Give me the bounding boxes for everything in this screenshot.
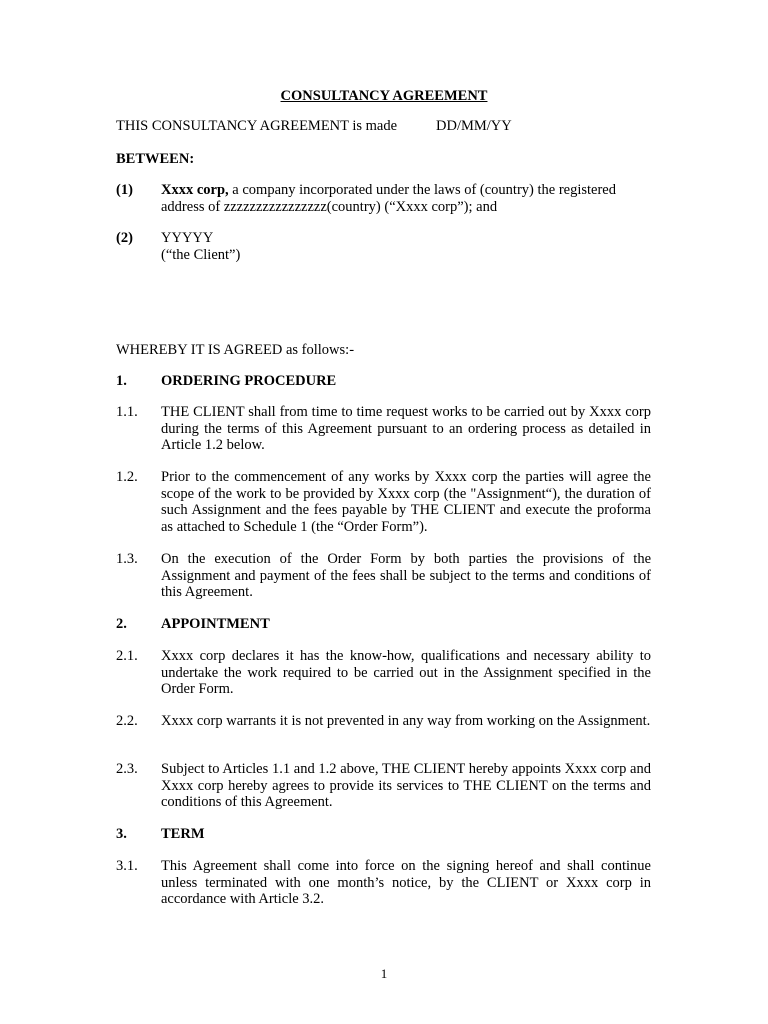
clause-text: This Agreement shall come into force on the signing hereof and shall continue unless terminated with one month’s notice, by the CLIENT or Xxxx corp in accordance with Article 3.2. [161, 858, 651, 908]
party-name: YYYYY [161, 230, 214, 246]
document-title: CONSULTANCY AGREEMENT [280, 88, 488, 104]
whereby-text: WHEREBY IT IS AGREED as follows:- [116, 342, 355, 358]
clause-text: Xxxx corp declares it has the know-how, qualifications and necessary ability to undertake the work required to be carried out in the Assignment specified in the Order Form. [161, 648, 651, 698]
party-number: (2) [116, 230, 133, 246]
intro-text: THIS CONSULTANCY AGREEMENT is made [116, 118, 398, 134]
party-name: Xxxx corp, [161, 182, 229, 198]
clause-number: 1.3. [116, 551, 138, 567]
section-number: 3. [116, 826, 127, 842]
clause-text: Prior to the commencement of any works by Xxxx corp the parties will agree the scope of the work to be provided by Xxxx corp (the "Assignment“), the duration of such Assignment and the fees payable by THE CLIENT and execute the proforma as attached to Schedule 1 (the “Order Form”). [161, 469, 651, 536]
page-number: 1 [380, 966, 388, 981]
clause-number: 2.1. [116, 648, 138, 664]
party-1-line [161, 182, 651, 199]
clause-number: 1.2. [116, 469, 138, 485]
between-label: BETWEEN: [116, 151, 195, 167]
party-alias: (“the Client”) [161, 247, 241, 263]
party-number: (1) [116, 182, 133, 198]
clause-text: On the execution of the Order Form by both parties the provisions of the Assignment and payment of the fees shall be subject to the terms and conditions of this Agreement. [161, 551, 651, 601]
party-address: address of zzzzzzzzzzzzzzzz(country) (“Xxxx corp”); and [161, 199, 498, 215]
section-number: 2. [116, 616, 127, 632]
agreement-date: DD/MM/YY [436, 118, 512, 134]
party-description: a company incorporated under the laws of (country) the registered [228, 182, 616, 198]
section-heading: APPOINTMENT [161, 616, 270, 632]
clause-text: Xxxx corp warrants it is not prevented in any way from working on the Assignment. [161, 713, 651, 729]
section-heading: TERM [161, 826, 205, 842]
clause-number: 3.1. [116, 858, 138, 874]
clause-number: 1.1. [116, 404, 138, 420]
section-number: 1. [116, 373, 127, 389]
clause-text: THE CLIENT shall from time to time request works to be carried out by Xxxx corp during the terms of this Agreement pursuant to an ordering process as detailed in Article 1.2 below. [161, 404, 651, 454]
section-heading: ORDERING PROCEDURE [161, 373, 337, 389]
clause-text: Subject to Articles 1.1 and 1.2 above, THE CLIENT hereby appoints Xxxx corp and Xxxx corp hereby agrees to provide its services to THE CLIENT on the terms and conditions of this Agreement. [161, 761, 651, 811]
clause-number: 2.2. [116, 713, 138, 729]
clause-number: 2.3. [116, 761, 138, 777]
